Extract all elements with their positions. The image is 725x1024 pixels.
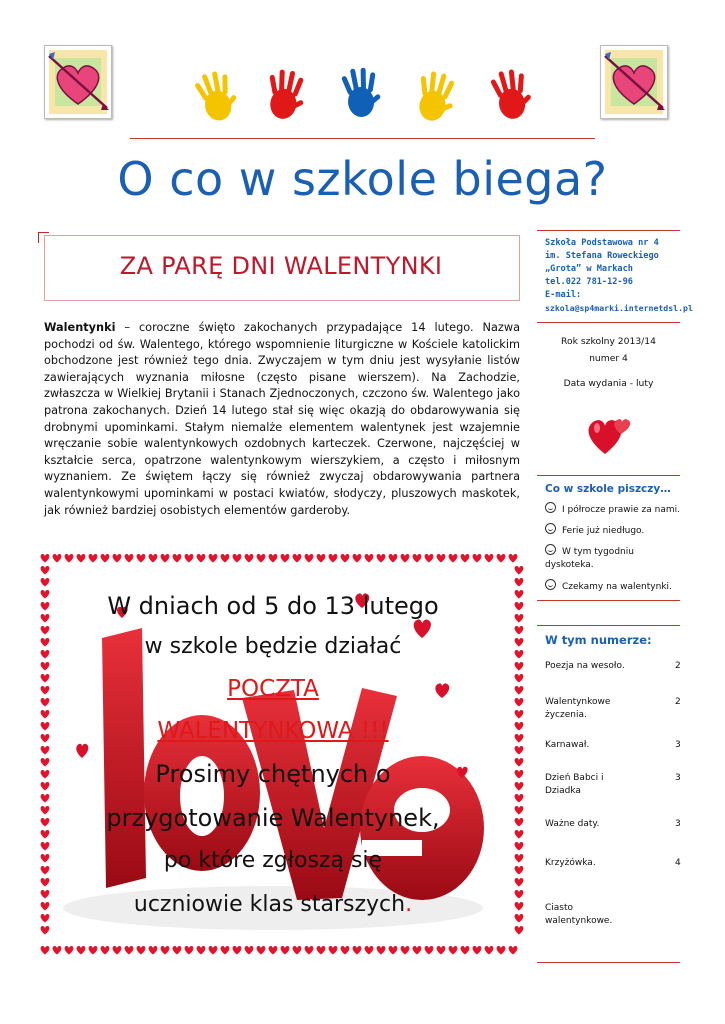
border-heart-icon — [515, 794, 524, 803]
border-heart-icon — [515, 638, 524, 647]
border-heart-icon — [515, 890, 524, 899]
border-heart-icon — [137, 554, 146, 563]
border-heart-icon — [221, 946, 230, 955]
border-heart-icon — [317, 554, 326, 563]
border-heart-icon — [41, 710, 50, 719]
news-item: W tym tygodniu dyskoteka. — [545, 544, 680, 572]
border-heart-icon — [341, 554, 350, 563]
news-item: I półrocze prawie za nami. — [545, 502, 685, 517]
border-heart-icon — [245, 946, 254, 955]
poster-line-2: w szkole będzie działać — [144, 634, 402, 659]
border-heart-icon — [41, 854, 50, 863]
toc-divider — [537, 625, 680, 626]
border-heart-icon — [41, 794, 50, 803]
border-heart-icon — [41, 602, 50, 611]
border-heart-icon — [515, 734, 524, 743]
border-heart-icon — [161, 554, 170, 563]
banner-title: ZA PARĘ DNI WALENTYNKI — [119, 252, 443, 280]
border-heart-icon — [41, 686, 50, 695]
banner-corner — [38, 232, 49, 243]
border-heart-icon — [365, 946, 374, 955]
border-heart-icon — [365, 554, 374, 563]
article-text: – coroczne święto zakochanych przypadające 14 lutego. Nazwa pochodzi od św. Walentego, którego wspomnienie liturgiczne w Kościele katolickim obchodzone jest również tego dnia. Zwyczajem w tym dniu jest wysyłanie listów zawierających wyznania miłosne (często pisane wierszem). Na Zachodzie, zwłaszcza w Wielkiej Brytanii i Stanach Zjednoczonych, czczono św. Walentego jako patrona zakochanych. Dzień 14 lutego stał się więc okazją do obdarowywania się drobnymi upominkami. Stałym niemalże elementem walentynek jest wzajemnie wręczanie sobie walentynkowych ozdobnych karteczek. Czerwone, najczęściej w kształcie serca, opatrzone walentynkowym wierszykiem, a często i miłosnym wyznaniem. Ze świętem łączy się również zwyczaj obdarowywania partnera walentynkowymi upominkami w postaci kwiatów, słodyczy, pluszowych maskotek, jak również bardziej osobistych elementów garderoby. — [44, 321, 520, 517]
border-heart-icon — [125, 554, 134, 563]
border-heart-icon — [185, 554, 194, 563]
border-heart-icon — [515, 674, 524, 683]
border-heart-icon — [515, 926, 524, 935]
border-heart-icon — [161, 946, 170, 955]
border-heart-icon — [353, 554, 362, 563]
border-heart-icon — [185, 946, 194, 955]
border-heart-icon — [305, 946, 314, 955]
border-heart-icon — [209, 554, 218, 563]
border-heart-icon — [515, 866, 524, 875]
border-heart-icon — [515, 650, 524, 659]
border-heart-icon — [41, 722, 50, 731]
border-heart-icon — [77, 946, 86, 955]
border-heart-icon — [281, 946, 290, 955]
border-heart-icon — [515, 782, 524, 791]
school-year: Rok szkolny 2013/14 — [561, 336, 656, 347]
border-heart-icon — [389, 554, 398, 563]
border-heart-icon — [41, 626, 50, 635]
border-heart-icon — [401, 946, 410, 955]
border-heart-icon — [41, 614, 50, 623]
border-heart-icon — [317, 946, 326, 955]
border-heart-icon — [41, 818, 50, 827]
border-heart-icon — [41, 746, 50, 755]
border-heart-icon — [41, 758, 50, 767]
border-heart-icon — [41, 554, 50, 563]
page-title: O co w szkole biega? — [117, 152, 608, 206]
border-heart-icon — [53, 946, 62, 955]
border-heart-icon — [305, 554, 314, 563]
border-heart-icon — [257, 554, 266, 563]
border-heart-icon — [233, 554, 242, 563]
border-heart-icon — [425, 946, 434, 955]
article-body — [44, 320, 520, 519]
border-heart-icon — [257, 946, 266, 955]
border-heart-icon — [41, 734, 50, 743]
border-heart-icon — [515, 614, 524, 623]
border-heart-icon — [329, 946, 338, 955]
border-heart-icon — [41, 770, 50, 779]
border-heart-icon — [509, 946, 518, 955]
school-name: Szkoła Podstawowa nr 4 — [545, 238, 659, 248]
border-heart-icon — [377, 946, 386, 955]
border-heart-icon — [197, 554, 206, 563]
border-heart-icon — [101, 554, 110, 563]
border-heart-icon — [233, 946, 242, 955]
border-heart-icon — [401, 554, 410, 563]
border-heart-icon — [281, 554, 290, 563]
smiley-icon — [545, 502, 556, 513]
poster-line-6: przygotowanie Walentynek, — [106, 804, 440, 832]
border-heart-icon — [41, 806, 50, 815]
border-heart-icon — [497, 554, 506, 563]
border-heart-icon — [41, 674, 50, 683]
border-heart-icon — [473, 946, 482, 955]
border-heart-icon — [113, 554, 122, 563]
border-heart-icon — [515, 758, 524, 767]
border-heart-icon — [515, 710, 524, 719]
border-heart-icon — [41, 650, 50, 659]
poster-line-8: uczniowie klas starszych. — [133, 892, 413, 917]
border-heart-icon — [197, 946, 206, 955]
border-heart-icon — [41, 890, 50, 899]
border-heart-icon — [329, 554, 338, 563]
border-heart-icon — [41, 662, 50, 671]
border-heart-icon — [497, 946, 506, 955]
border-heart-icon — [41, 830, 50, 839]
border-heart-icon — [41, 782, 50, 791]
border-heart-icon — [515, 578, 524, 587]
poster-line-4: WALENTYNKOWA !!! — [157, 718, 389, 744]
sidebar-divider — [537, 322, 680, 323]
sidebar-divider-news — [537, 475, 680, 476]
toc-heading: W tym numerze: — [545, 633, 652, 647]
border-heart-icon — [515, 602, 524, 611]
smiley-icon — [545, 544, 556, 555]
border-heart-icon — [485, 554, 494, 563]
border-heart-icon — [425, 554, 434, 563]
border-heart-icon — [41, 698, 50, 707]
border-heart-icon — [101, 946, 110, 955]
news-item: Czekamy na walentynki. — [545, 579, 685, 594]
border-heart-icon — [449, 554, 458, 563]
border-heart-icon — [341, 946, 350, 955]
border-heart-icon — [293, 946, 302, 955]
border-heart-icon — [515, 914, 524, 923]
news-heading: Co w szkole piszczy… — [545, 483, 671, 495]
border-heart-icon — [41, 926, 50, 935]
smiley-icon — [545, 579, 556, 590]
school-email[interactable]: szkola@sp4marki.internetdsl.pl — [545, 303, 693, 313]
border-heart-icon — [377, 554, 386, 563]
border-heart-icon — [41, 590, 50, 599]
border-heart-icon — [149, 946, 158, 955]
border-heart-icon — [41, 866, 50, 875]
border-heart-icon — [269, 554, 278, 563]
poster-line-1: W dniach od 5 do 13 lutego — [107, 592, 439, 620]
toc-item[interactable]: Ważne daty. 3 — [545, 819, 681, 829]
border-heart-icon — [515, 626, 524, 635]
border-heart-icon — [41, 914, 50, 923]
border-heart-icon — [125, 946, 134, 955]
school-patron: im. Stefana Roweckiego — [545, 251, 659, 261]
border-heart-icon — [149, 554, 158, 563]
publish-date: Data wydania - luty — [563, 378, 654, 389]
border-heart-icon — [89, 554, 98, 563]
love-image — [62, 578, 484, 930]
border-heart-icon — [515, 878, 524, 887]
toc-item[interactable]: Krzyżówka. 4 — [545, 858, 681, 868]
border-heart-icon — [293, 554, 302, 563]
border-heart-icon — [515, 662, 524, 671]
border-heart-icon — [41, 878, 50, 887]
border-heart-icon — [41, 946, 50, 955]
border-heart-icon — [515, 746, 524, 755]
border-heart-icon — [515, 818, 524, 827]
border-heart-icon — [269, 946, 278, 955]
border-heart-icon — [41, 638, 50, 647]
issue-number: numer 4 — [589, 353, 628, 364]
border-heart-icon — [65, 554, 74, 563]
border-heart-icon — [173, 554, 182, 563]
sidebar-divider-bottom — [537, 962, 680, 963]
border-heart-icon — [461, 554, 470, 563]
border-heart-icon — [77, 554, 86, 563]
hearts-icon — [583, 408, 633, 462]
border-heart-icon — [113, 946, 122, 955]
handprints-decoration — [185, 52, 550, 132]
poster-line-3: POCZTA — [227, 676, 319, 702]
border-heart-icon — [515, 830, 524, 839]
border-heart-icon — [221, 554, 230, 563]
border-heart-icon — [485, 946, 494, 955]
news-item: Ferie już niedługo. — [545, 523, 685, 538]
border-heart-icon — [173, 946, 182, 955]
border-heart-icon — [245, 554, 254, 563]
border-heart-icon — [89, 946, 98, 955]
sidebar-divider-top — [537, 230, 680, 231]
border-heart-icon — [53, 554, 62, 563]
border-heart-icon — [413, 554, 422, 563]
border-heart-icon — [461, 946, 470, 955]
border-heart-icon — [209, 946, 218, 955]
toc-item[interactable]: Dzień Babci i Dziadka 3 — [545, 773, 681, 796]
school-email-label: E-mail: — [545, 290, 582, 300]
poster-line-7: po które zgłoszą się — [163, 848, 383, 873]
border-heart-icon — [515, 770, 524, 779]
toc-item[interactable]: Ciasto walentynkowe. — [545, 903, 613, 926]
border-heart-icon — [137, 946, 146, 955]
border-heart-icon — [389, 946, 398, 955]
border-heart-icon — [515, 842, 524, 851]
toc-item[interactable]: Karnawał. 3 — [545, 740, 681, 750]
border-heart-icon — [515, 686, 524, 695]
header-divider — [130, 138, 595, 139]
school-location: „Grota” w Markach — [545, 264, 633, 274]
school-info — [545, 237, 693, 315]
border-heart-icon — [437, 554, 446, 563]
border-heart-icon — [41, 842, 50, 851]
border-heart-icon — [515, 854, 524, 863]
border-heart-icon — [515, 722, 524, 731]
border-heart-icon — [41, 566, 50, 575]
sidebar-divider-toc — [537, 600, 680, 601]
smiley-icon — [545, 523, 556, 534]
poster-line-5: Prosimy chętnych o — [155, 760, 391, 788]
toc-item[interactable]: Walentynkowe życzenia. 2 — [545, 697, 681, 720]
heart-arrow-icon-right — [600, 45, 668, 119]
border-heart-icon — [515, 806, 524, 815]
border-heart-icon — [353, 946, 362, 955]
toc-item[interactable]: Poezja na wesoło. 2 — [545, 661, 681, 671]
border-heart-icon — [449, 946, 458, 955]
border-heart-icon — [473, 554, 482, 563]
border-heart-icon — [515, 698, 524, 707]
school-phone: tel.022 781-12-96 — [545, 277, 633, 287]
border-heart-icon — [41, 578, 50, 587]
border-heart-icon — [41, 902, 50, 911]
heart-arrow-icon-left — [44, 45, 112, 119]
border-heart-icon — [509, 554, 518, 563]
border-heart-icon — [515, 902, 524, 911]
border-heart-icon — [413, 946, 422, 955]
article-lead: Walentynki — [44, 321, 116, 334]
border-heart-icon — [515, 590, 524, 599]
border-heart-icon — [515, 566, 524, 575]
border-heart-icon — [437, 946, 446, 955]
border-heart-icon — [65, 946, 74, 955]
